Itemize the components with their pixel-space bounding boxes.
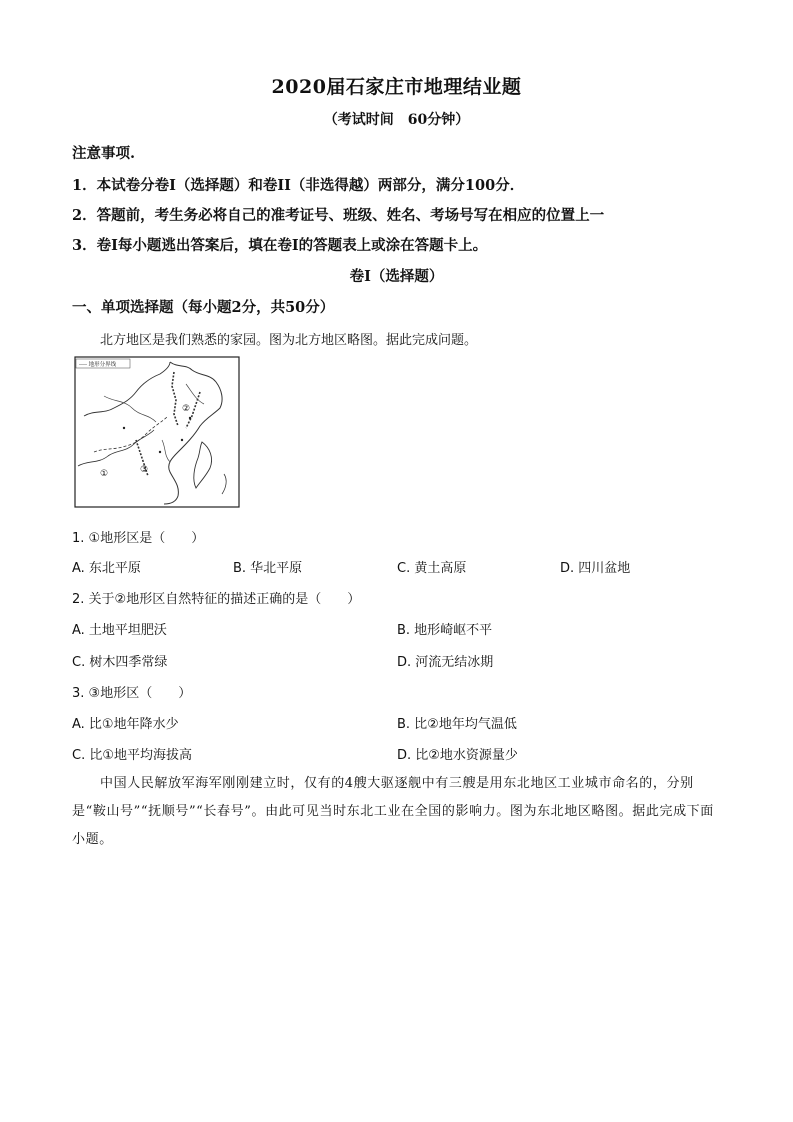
map-marker-1: ①: [100, 469, 109, 479]
question-2-stem: 2. 关于②地形区自然特征的描述正确的是（ ）: [72, 592, 361, 607]
question-3-option-a[interactable]: A. 比①地年降水少: [72, 717, 179, 732]
north-region-map: [74, 356, 240, 508]
map-marker-2: ②: [182, 404, 191, 414]
question-3-option-b[interactable]: B. 比②地年均气温低: [397, 717, 517, 732]
part1-heading: 卷Ⅰ（选择题）: [349, 268, 444, 285]
map-marker-3: ③: [140, 465, 149, 475]
question-2-option-b[interactable]: B. 地形崎岖不平: [397, 623, 493, 638]
map-legend: ---- 地形分界线: [79, 362, 117, 368]
question-1-option-d[interactable]: D. 四川盆地: [560, 561, 631, 576]
question-1-option-a[interactable]: A. 东北平原: [72, 561, 141, 576]
question-2-option-c[interactable]: C. 树木四季常绿: [72, 655, 168, 670]
question-3-option-c[interactable]: C. 比①地平均海拔高: [72, 748, 192, 763]
passage-text: 中国人民解放军海军刚刚建立时，仅有的4艘大驱逐舰中有三艘是用东北地区工业城市命名的，分别是“鞍山号”“抚顺号”“长春号”。由此可见当时东北工业在全国的影响力。图为东北地区略图。据此完成下面小题。: [72, 776, 714, 847]
question-1-stem: 1. ①地形区是（ ）: [72, 531, 205, 546]
question-3-stem: 3. ③地形区（ ）: [72, 686, 192, 701]
note-item-3: 3．卷Ⅰ每小题逃出答案后，填在卷Ⅰ的答题表上或涂在答题卡上。: [72, 237, 488, 254]
question-3-option-d[interactable]: D. 比②地水资源量少: [397, 748, 518, 763]
question-1-option-b[interactable]: B. 华北平原: [233, 561, 303, 576]
exam-duration: （考试时间 60分钟）: [323, 112, 470, 128]
note-item-2: 2．答题前，考生务必将自己的准考证号、班级、姓名、考场号写在相应的位置上一: [72, 207, 605, 224]
notes-heading: 注意事项.: [72, 145, 136, 162]
question-2-option-d[interactable]: D. 河流无结冰期: [397, 655, 494, 670]
question-2-option-a[interactable]: A. 土地平坦肥沃: [72, 623, 167, 638]
question-1-option-c[interactable]: C. 黄土高原: [397, 561, 467, 576]
intro-text: 北方地区是我们熟悉的家园。图为北方地区略图。据此完成问题。: [100, 333, 478, 348]
exam-title: 2020届石家庄市地理结业题: [271, 76, 522, 98]
note-item-1: 1．本试卷分卷Ⅰ（选择题）和卷II（非选得越）两部分，满分100分．: [72, 177, 525, 194]
section-heading: 一、单项选择题（每小题2分，共50分）: [72, 299, 335, 316]
